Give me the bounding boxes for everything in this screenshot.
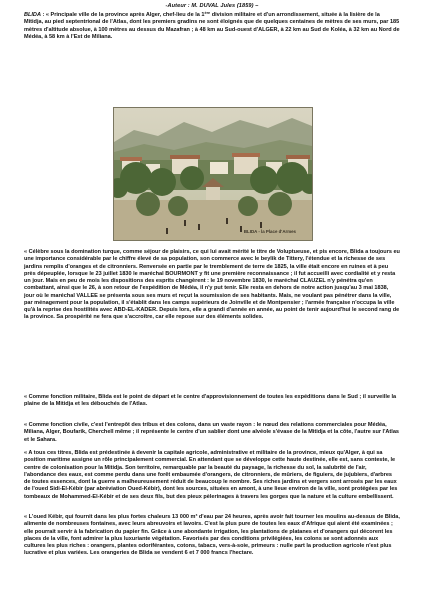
place-name: BLIDA: [24, 12, 41, 18]
paragraph-agriculture: « A tous ces titres, Blida est prédestinée à devenir la capitale agricole, administrative et militaire de la province, mieux qu'Alger, à qui sa position maritime assigne un rôle principalement commercial. En attendant que se développe cette haute destinée, elle est, sans conteste, le centre de colonisation pour la Mitidja. Son territoire, remarquable par la beauté du paysage, la richesse du sol, la salubrité de l'air, l'abondance des eaux, est comme perdu dans une forêt embaumée d'orangers, de citronniers, de mûriers, de figuiers, de jujubiers, d'arbres de toutes essences, dont la guerre a malheureusement réduit de beaucoup le nombre. Ses riches jardins et vergers sont arrosés par les eaux de l'oued Sidi-El-Kébir (par abréviation Oued-Kébir), dont les sources, situées en amont, à une lieue environ de la ville, sont protégées par les tombeaux de Mohammed-El-Kébir et de ses deux fils, but des pieux pèlerinages à travers les gorges que la nature et la culture embellissent.: [24, 450, 398, 500]
paragraph-civil: « Comme fonction civile, c'est l'entrepôt des tribus et des colons, dans un vaste rayon : le nœud des relations commerciales pour Médéa, Miliana, Alger, Boufarik, Cherchell même ; il représente le centre d'un sablier dont une alvéole s'évase de la Mitidja et la côte, l'autre sur l'Atlas et le Sahara.: [24, 422, 399, 443]
intro-paragraph: [24, 12, 400, 41]
intro-text-start: : « Principale ville de la province après Alger, chef-lieu de la 1: [40, 12, 205, 18]
photo-illustration: [114, 108, 312, 240]
photo-caption: BLIDA - la Place d'Armes: [243, 229, 296, 234]
town-square-photo: [113, 107, 313, 241]
author-line: -Auteur : M. DUVAL Jules (1859) –: [165, 3, 259, 9]
intro-text-end: division militaire et d'un arrondissement, située à la lisière de la Mitidja, au pied septentrional de l'Atlas, dont les premiers gradins ne sont éloignés que de quelques centaines de mètres de ses murs, par 185 mètres d'altitude absolue, à 100 mètres au dessus du Mazafran ; à 48 km au Sud-ouest d'ALGER, à 22 km au Sud de Koléa, à 32 km au Nord de Médéa, à 58 km à l'Est de Miliana.: [24, 12, 400, 40]
paragraph-military: « Comme fonction militaire, Blida est le point de départ et le centre d'approvisionnement de toutes les expéditions dans le Sud ; il surveille la plaine de la Mitidja et les débouchés de l'Atlas.: [24, 394, 397, 408]
paragraph-history: « Célèbre sous la domination turque, comme séjour de plaisirs, ce qui lui avait mérité le titre de Voluptueuse, et pis encore, Blida a toujours eu une importance considérable par le chiffre élevé de sa population, son commerce avec le beylik de Tittery, l'étendue et la richesse de ses jardins remplis d'oranges et de citronniers. Renversée en partie par le tremblement de terre de 1825, la ville était encore en ruines et à peu près dépeuplée, lorsque le 23 juillet 1830 le maréchal BOURMONT y fit une première reconnaissance ; il fut accueilli avec cordialité et y resta un jour. Mais en peu de mois les dispositions des esprits changèrent : le 19 novembre 1830, le maréchal CLAUZEL n'y pénétra qu'en combattant, ainsi que le 26, à son retour de l'expédition de Médéa, il n'y put tenir. Elle resta en dehors de notre action jusqu'au 3 mai 1838, jour où le maréchal VALLEE se présenta sous ses murs et reçut la soumission de ses habitants. Mais, ne voulant pas pénétrer dans la ville, par ménagement pour la population, il s'établit dans les camps supérieurs de Joinville et de Montpensier ; l'armée française n'occupa la ville qu'à la reprise des hostilités avec ABD-EL-KADER. Depuis lors, elle a grandi d'année en année, au point de tenir aujourd'hui le second rang de la province. Sa prospérité ne fera que s'accroître, car elle repose sur des éléments solides.: [24, 249, 400, 321]
ordinal-superscript: ère: [204, 11, 211, 15]
paragraph-oued-kebir: « L'oued Kébir, qui fournit dans les plus fortes chaleurs 13 000 m³ d'eau par 24 heures, après avoir fait tourner les moulins au-dessus de Blida, alimente de nombreuses fontaines, avec leurs abreuvoirs et lavoirs. C'est la plus pure de toutes les eaux d'Afrique qui aient été examinées ; elle pourrait servir à la fabrication du papier fin. Grâce à une abondante irrigation, les plantations de platanes et d'orangers qui décorent les places de la ville, font admirer la plus luxuriante végétation. Favorisés par des conditions privilégiées, les colons se sont adonnés aux cultures les plus riches : orangers, plantes odoriférantes, cotons, tabacs, vers-à-soie, primeurs : nulle part la production agricole n'est plus lucrative et plus variées. Les orangeries de Blida se vendent 6 et 7 000 francs l'hectare.: [24, 514, 400, 557]
